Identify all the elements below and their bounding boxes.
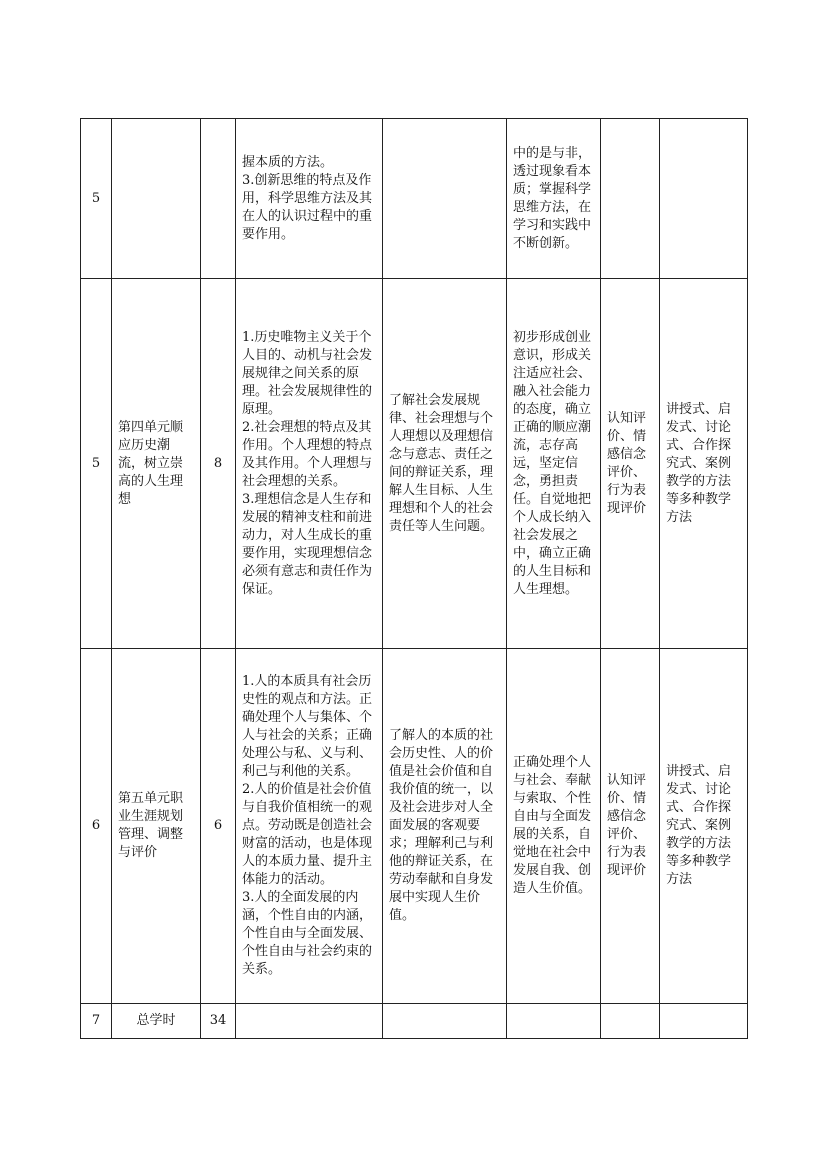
- method-cell: [660, 1004, 748, 1039]
- content-item: 2.人的价值是社会价值与自我价值相统一的观点。劳动既是创造社会财富的活动，也是体现人的本质力量、提升主体能力的活动。: [242, 782, 373, 887]
- hours-cell: [201, 119, 236, 279]
- knowledge-cell: [383, 119, 507, 279]
- hours-cell: 8: [201, 279, 236, 649]
- content-item: 1.人的本质具有社会历史性的观点和方法。正确处理个人与集体、个人与社会的关系；正确处理公与私、义与利、利己与利他的关系。: [242, 674, 373, 779]
- evaluation-cell: 认知评价、情感信念评价、行为表现评价: [601, 649, 660, 1004]
- content-item: 3.人的全面发展的内涵，个性自由的内涵，个性自由与全面发展、个性自由与社会约束的关系。: [242, 890, 373, 977]
- evaluation-cell: 认知评价、情感信念评价、行为表现评价: [601, 279, 660, 649]
- unit-cell: 第四单元顺应历史潮流，树立崇高的人生理想: [112, 279, 201, 649]
- evaluation-cell: [601, 119, 660, 279]
- total-hours-value: 34: [201, 1004, 236, 1039]
- content-cell: [236, 279, 383, 649]
- content-item: 3.理想信念是人生存和发展的精神支柱和前进动力，对人生成长的重要作用，实现理想信念必须有意志和责任作为保证。: [242, 491, 373, 597]
- syllabus-table: [80, 118, 748, 1039]
- unit-cell: [112, 119, 201, 279]
- row-number: 5: [81, 279, 112, 649]
- row-number: 5: [81, 119, 112, 279]
- quality-cell: 正确处理个人与社会、奉献与索取、个性自由与全面发展的关系，自觉地在社会中发展自我、创造人生价值。: [507, 649, 601, 1004]
- content-item: 2.社会理想的特点及其作用。个人理想的特点及其作用。个人理想与社会理想的关系。: [242, 419, 373, 489]
- row-number: 6: [81, 649, 112, 1004]
- unit-cell: 第五单元职业生涯规划管理、调整与评价: [112, 649, 201, 1004]
- content-item: 握本质的方法。: [242, 154, 334, 170]
- method-cell: 讲授式、启发式、讨论式、合作探究式、案例教学的方法等多种教学方法: [660, 279, 748, 649]
- table-row: [81, 279, 748, 649]
- content-cell: [236, 1004, 383, 1039]
- quality-cell: 初步形成创业意识，形成关注适应社会、融入社会能力的态度，确立正确的顺应潮流，志存高远，坚定信念，勇担责任。自觉地把个人成长纳入社会发展之中，确立正确的人生目标和人生理想。: [507, 279, 601, 649]
- content-cell: [236, 119, 383, 279]
- quality-cell: [507, 1004, 601, 1039]
- content-item: 1.历史唯物主义关于个人目的、动机与社会发展规律之间关系的原理。社会发展规律性的原理。: [242, 329, 373, 417]
- total-hours-label: 总学时: [112, 1004, 201, 1039]
- content-cell: [236, 649, 383, 1004]
- method-cell: [660, 119, 748, 279]
- method-cell: 讲授式、启发式、讨论式、合作探究式、案例教学的方法等多种教学方法: [660, 649, 748, 1004]
- knowledge-cell: [383, 1004, 507, 1039]
- table-row: [81, 119, 748, 279]
- evaluation-cell: [601, 1004, 660, 1039]
- quality-cell: 中的是与非，透过现象看本质；掌握科学思维方法，在学习和实践中不断创新。: [507, 119, 601, 279]
- knowledge-cell: 了解社会发展规律、社会理想与个人理想以及理想信念与意志、责任之间的辩证关系，理解人生目标、人生理想和个人的社会责任等人生问题。: [383, 279, 507, 649]
- table-row: [81, 649, 748, 1004]
- content-item: 3.创新思维的特点及作用，科学思维方法及其在人的认识过程中的重要作用。: [242, 172, 373, 242]
- knowledge-cell: 了解人的本质的社会历史性、人的价值是社会价值和自我价值的统一，以及社会进步对人全面发展的客观要求；理解利己与利他的辩证关系，在劳动奉献和自身发展中实现人生价值。: [383, 649, 507, 1004]
- table-row-total: [81, 1004, 748, 1039]
- row-number: 7: [81, 1004, 112, 1039]
- hours-cell: 6: [201, 649, 236, 1004]
